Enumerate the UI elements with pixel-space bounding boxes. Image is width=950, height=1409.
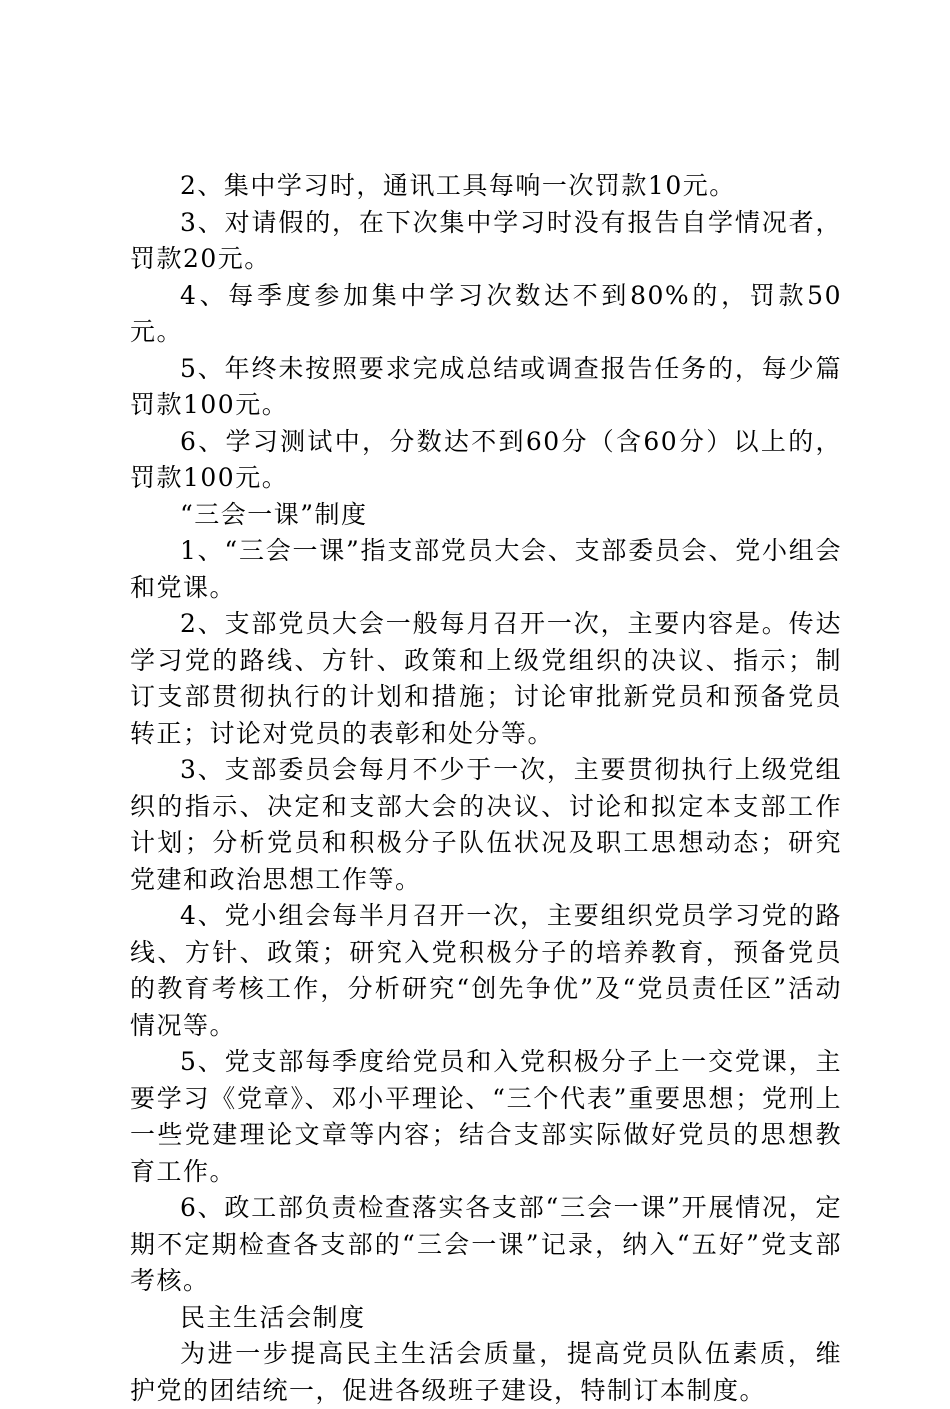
paragraph-party-lecture: 5、党支部每季度给党员和入党积极分子上一交党课，主要学习《党章》、邓小平理论、“三个代表”重要思想；党刑上一些党建理论文章等内容；结合支部实际做好党员的思想教育工作。: [130, 1047, 842, 1186]
paragraph-three-meetings-definition: 1、“三会一课”指支部党员大会、支部委员会、党小组会和党课。: [130, 536, 842, 602]
paragraph-group-meeting: 4、党小组会每半月召开一次，主要组织党员学习党的路线、方针、政策；研究入党积极分子的培养教育，预备党员的教育考核工作，分析研究“创先争优”及“党员责任区”活动情况等。: [130, 901, 842, 1040]
paragraph-inspection: 6、政工部负责检查落实各支部“三会一课”开展情况，定期不定期检查各支部的“三会一课”记录，纳入“五好”党支部考核。: [130, 1193, 842, 1295]
paragraph-fine-attendance: 4、每季度参加集中学习次数达不到80%的，罚款50元。: [130, 280, 842, 346]
section-heading-democratic-life: 民主生活会制度: [180, 1302, 366, 1332]
paragraph-committee-meeting: 3、支部委员会每月不少于一次，主要贯彻执行上级党组织的指示、决定和支部大会的决议、讨论和拟定本支部工作计划；分析党员和积极分子队伍状况及职工思想动态；研究党建和政治思想工作等。: [130, 755, 842, 894]
paragraph-fine-report: 5、年终未按照要求完成总结或调查报告任务的，每少篇罚款100元。: [130, 353, 842, 419]
paragraph-democratic-life-intro: 为进一步提高民主生活会质量，提高党员队伍素质，维护党的团结统一，促进各级班子建设，特制订本制度。: [130, 1339, 842, 1405]
paragraph-fine-leave: 3、对请假的，在下次集中学习时没有报告自学情况者，罚款20元。: [130, 207, 842, 273]
paragraph-fine-test: 6、学习测试中，分数达不到60分（含60分）以上的，罚款100元。: [130, 426, 842, 492]
paragraph-general-meeting: 2、支部党员大会一般每月召开一次，主要内容是。传达学习党的路线、方针、政策和上级党组织的决议、指示；制订支部贯彻执行的计划和措施；讨论审批新党员和预备党员转正；讨论对党员的表彰和处分等。: [130, 609, 842, 748]
document-body: [130, 168, 842, 1409]
paragraph-fine-phone: 2、集中学习时，通讯工具每响一次罚款10元。: [180, 171, 736, 200]
section-heading-three-meetings: “三会一课”制度: [180, 499, 368, 529]
